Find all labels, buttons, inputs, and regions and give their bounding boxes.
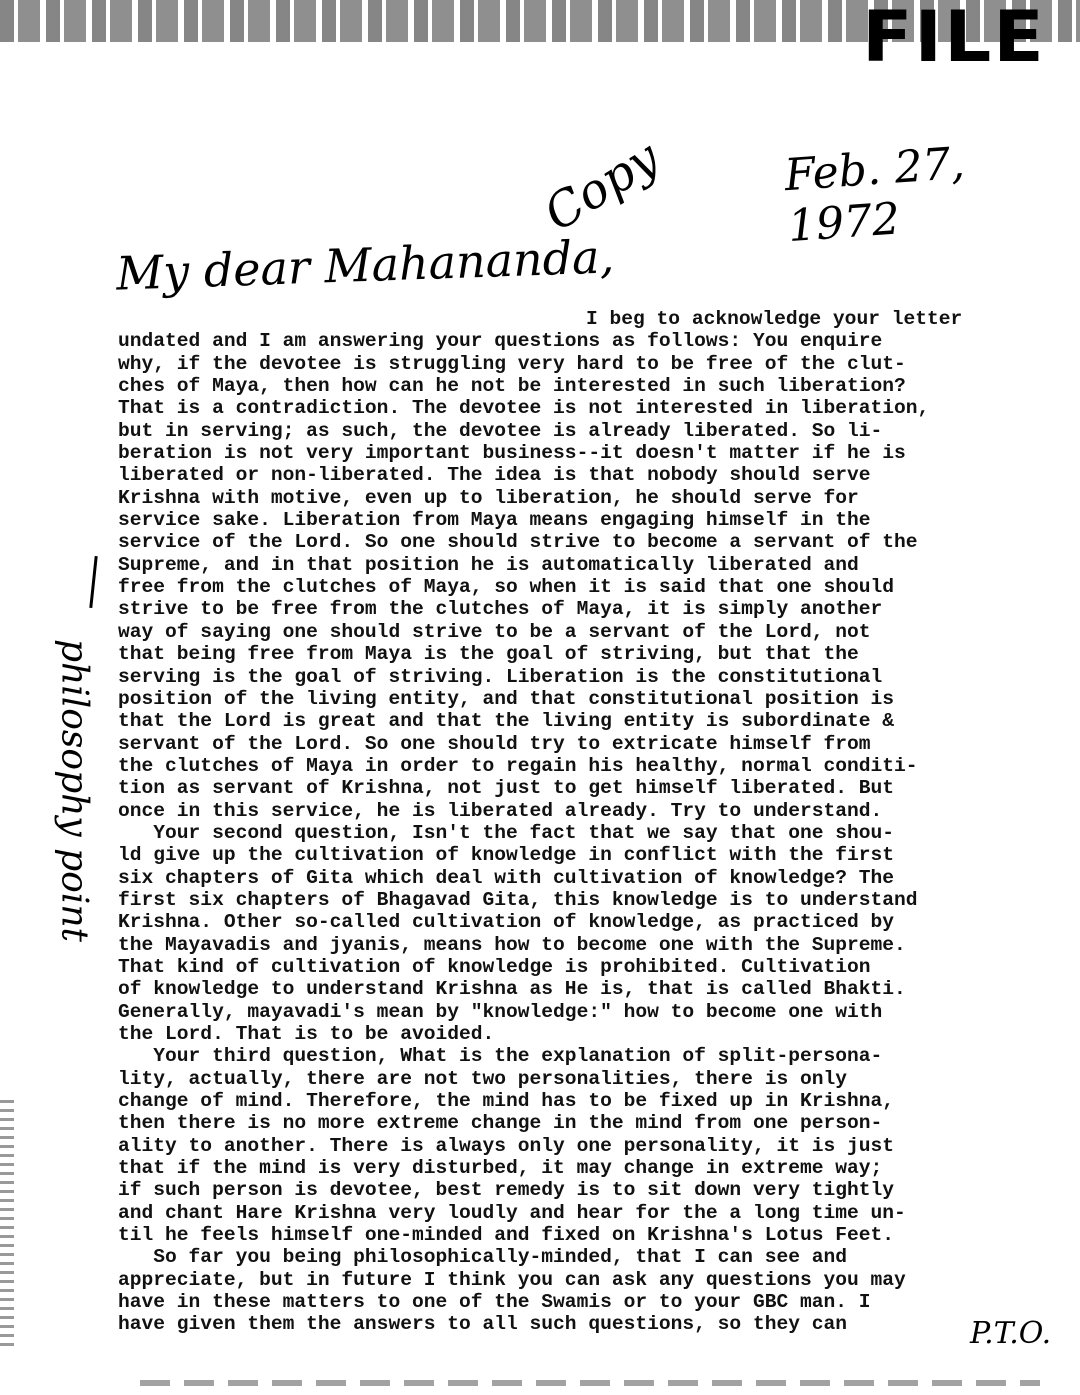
letter-line: serving is the goal of striving. Liberation is the constitutional	[118, 665, 883, 688]
letter-line: but in serving; as such, the devotee is already liberated. So li-	[118, 419, 883, 442]
letter-line: That is a contradiction. The devotee is not interested in liberation,	[118, 397, 930, 420]
letter-line: if such person is devotee, best remedy is to sit down very tightly	[118, 1179, 895, 1202]
letter-body	[118, 308, 1062, 1336]
letter-line: til he feels himself one-minded and fixed on Krishna's Lotus Feet.	[118, 1224, 895, 1247]
letter-line: why, if the devotee is struggling very hard to be free of the clut-	[118, 352, 906, 375]
copy-stamp: Copy	[534, 129, 669, 243]
file-stamp: FILE	[862, 0, 1046, 78]
handwritten-date: Feb. 27, 1972	[782, 137, 967, 253]
letter-line: liberated or non-liberated. The idea is that nobody should serve	[118, 464, 871, 487]
letter-line: have given them the answers to all such questions, so they can	[118, 1313, 848, 1336]
margin-mark	[89, 556, 97, 608]
letter-line: lity, actually, there are not two personalities, there is only	[118, 1067, 848, 1090]
letter-line: ality to another. There is always only one personality, it is just	[118, 1134, 895, 1157]
letter-line: I beg to acknowledge your letter	[586, 308, 963, 330]
letter-line: change of mind. Therefore, the mind has to be fixed up in Krishna,	[118, 1090, 895, 1113]
letter-line: Krishna. Other so-called cultivation of knowledge, as practiced by	[118, 911, 895, 934]
letter-line: Krishna with motive, even up to liberation, he should serve for	[118, 486, 859, 509]
margin-note: philosophy point	[53, 639, 95, 942]
letter-line: service sake. Liberation from Maya means engaging himself in the	[118, 509, 871, 532]
letter-line: the Mayavadis and jyanis, means how to become one with the Supreme.	[118, 933, 906, 956]
letter-line: position of the living entity, and that constitutional position is	[118, 687, 895, 710]
letter-line: Supreme, and in that position he is automatically liberated and	[118, 553, 859, 576]
letter-line: then there is no more extreme change in the mind from one person-	[118, 1112, 883, 1135]
letter-line: So far you being philosophically-minded, that I can see and	[118, 1246, 848, 1269]
pto-note: P.T.O.	[970, 1316, 1052, 1351]
letter-line: free from the clutches of Maya, so when it is said that one should	[118, 576, 895, 599]
scan-noise-bottom	[140, 1380, 1040, 1386]
letter-line: servant of the Lord. So one should try to extricate himself from	[118, 732, 871, 755]
letter-line: the Lord. That is to be avoided.	[118, 1023, 495, 1045]
letter-line: of knowledge to understand Krishna as He is, that is called Bhakti.	[118, 978, 906, 1001]
letter-line: Generally, mayavadi's mean by "knowledge:" how to become one with	[118, 1000, 883, 1023]
letter-line: Your second question, Isn't the fact that we say that one shou-	[118, 821, 895, 844]
scan-edge-noise	[0, 1100, 14, 1350]
letter-line: tion as servant of Krishna, not just to get himself liberated. But	[118, 777, 895, 800]
letter-line: undated and I am answering your questions as follows: You enquire	[118, 330, 883, 353]
letter-line: ches of Maya, then how can he not be interested in such liberation?	[118, 375, 906, 398]
salutation: My dear Mahananda,	[115, 229, 615, 301]
letter-line: that being free from Maya is the goal of striving, but that the	[118, 643, 859, 666]
letter-line: That kind of cultivation of knowledge is prohibited. Cultivation	[118, 955, 871, 978]
letter-line: first six chapters of Bhagavad Gita, this knowledge is to understand	[118, 888, 918, 911]
letter-line: once in this service, he is liberated already. Try to understand.	[118, 799, 883, 822]
letter-line: and chant Hare Krishna very loudly and hear for the a long time un-	[118, 1201, 906, 1224]
letter-line: strive to be free from the clutches of Maya, it is simply another	[118, 598, 883, 621]
letter-line: appreciate, but in future I think you can ask any questions you may	[118, 1268, 906, 1291]
letter-line: beration is not very important business--it doesn't matter if he is	[118, 442, 906, 465]
letter-line: that if the mind is very disturbed, it may change in extreme way;	[118, 1157, 883, 1180]
letter-line: ld give up the cultivation of knowledge in conflict with the first	[118, 844, 895, 867]
letter-line: six chapters of Gita which deal with cultivation of knowledge? The	[118, 866, 895, 889]
letter-line: Your third question, What is the explanation of split-persona-	[118, 1045, 883, 1068]
letter-line: that the Lord is great and that the living entity is subordinate &	[118, 710, 895, 733]
letter-line: service of the Lord. So one should strive to become a servant of the	[118, 531, 918, 554]
letter-line: have in these matters to one of the Swamis or to your GBC man. I	[118, 1291, 871, 1314]
letter-line: the clutches of Maya in order to regain his healthy, normal conditi-	[118, 754, 918, 777]
letter-line: way of saying one should strive to be a servant of the Lord, not	[118, 620, 871, 643]
